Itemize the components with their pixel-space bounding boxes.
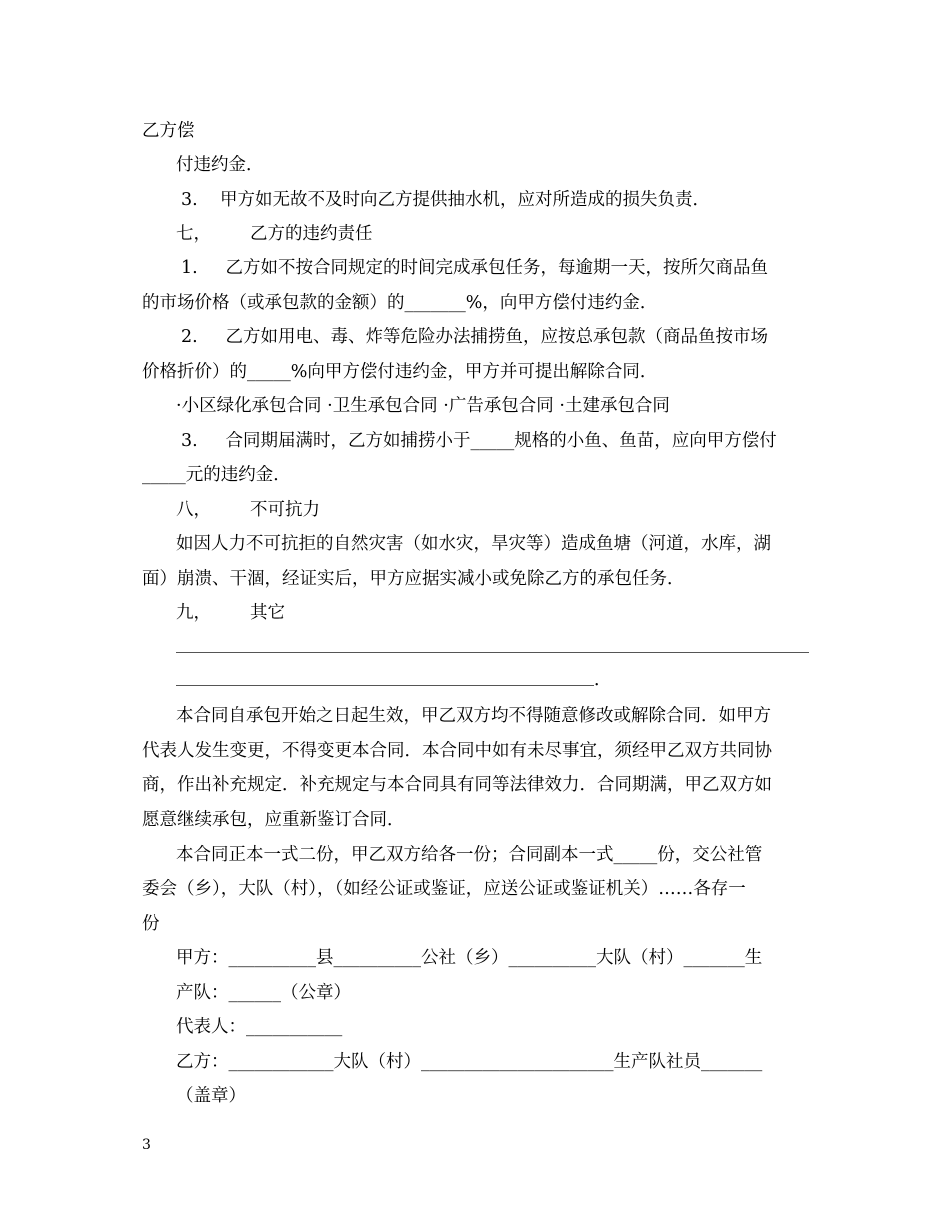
section-heading-7: 七， 乙方的违约责任 bbox=[176, 224, 373, 244]
text-line: 乙方偿 bbox=[142, 121, 195, 141]
section-heading-9: 九， 其它 bbox=[176, 603, 285, 623]
blank-fill-line bbox=[176, 685, 594, 686]
text-line: 商，作出补充规定．补充规定与本合同具有同等法律效力．合同期满，甲乙双方如 bbox=[142, 775, 772, 795]
text-line: 产队：______（公章） bbox=[176, 983, 351, 1003]
clause-7-3: 3. 合同期届满时，乙方如捕捞小于_____规格的小鱼、鱼苗，应向甲方偿付 bbox=[181, 431, 777, 451]
text-line: 份 bbox=[142, 914, 160, 934]
text-line: 委会（乡），大队（村），（如经公证或鉴证，应送公证或鉴证机关）……各存一 bbox=[142, 879, 746, 899]
related-links[interactable]: ·小区绿化承包合同 ·卫生承包合同 ·广告承包合同 ·土建承包合同 bbox=[176, 396, 670, 416]
text-line: 本合同正本一式二份，甲乙双方给各一份；合同副本一式_____份，交公社管 bbox=[176, 845, 763, 865]
clause-7-2: 2. 乙方如用电、毒、炸等危险办法捕捞鱼，应按总承包款（商品鱼按市场 bbox=[181, 327, 769, 347]
text-line: 付违约金． bbox=[176, 155, 264, 175]
party-b-line: 乙方：____________大队（村）______________________生产队社员_______ bbox=[176, 1052, 763, 1072]
clause-7-1: 1. 乙方如不按合同规定的时间完成承包任务，每逾期一天，按所欠商品鱼 bbox=[181, 258, 769, 278]
clause-a3: 3. 甲方如无故不及时向乙方提供抽水机，应对所造成的损失负责． bbox=[181, 190, 710, 210]
text-line: 面）崩溃、干涸，经证实后，甲方应据实减小或免除乙方的承包任务． bbox=[142, 569, 685, 589]
text-line: 愿意继续承包，应重新鉴订合同． bbox=[142, 810, 405, 830]
text-line: （盖章） bbox=[176, 1086, 246, 1106]
page-number: 3 bbox=[142, 1137, 151, 1153]
text-line: 本合同自承包开始之日起生效，甲乙双方均不得随意修改或解除合同．如甲方 bbox=[176, 706, 771, 726]
party-a-line: 甲方：__________县__________公社（乡）__________大队（村）_______生 bbox=[176, 948, 763, 968]
blank-fill-line bbox=[176, 652, 809, 653]
representative-line: 代表人：___________ bbox=[176, 1017, 343, 1037]
text-line: _____元的违约金． bbox=[142, 465, 291, 485]
text-line: 代表人发生变更，不得变更本合同．本合同中如有未尽事宜，须经甲乙双方共同协 bbox=[142, 741, 772, 761]
text-line: 如因人力不可抗拒的自然灾害（如水灾，旱灾等）造成鱼塘（河道，水库，湖 bbox=[176, 534, 771, 554]
text-line: 价格折价）的_____%向甲方偿付违约金，甲方并可提出解除合同． bbox=[142, 362, 658, 382]
section-heading-8: 八， 不可抗力 bbox=[176, 500, 320, 520]
text-line: ． bbox=[594, 670, 612, 690]
text-line: 的市场价格（或承包款的金额）的_______%，向甲方偿付违约金． bbox=[142, 293, 658, 313]
